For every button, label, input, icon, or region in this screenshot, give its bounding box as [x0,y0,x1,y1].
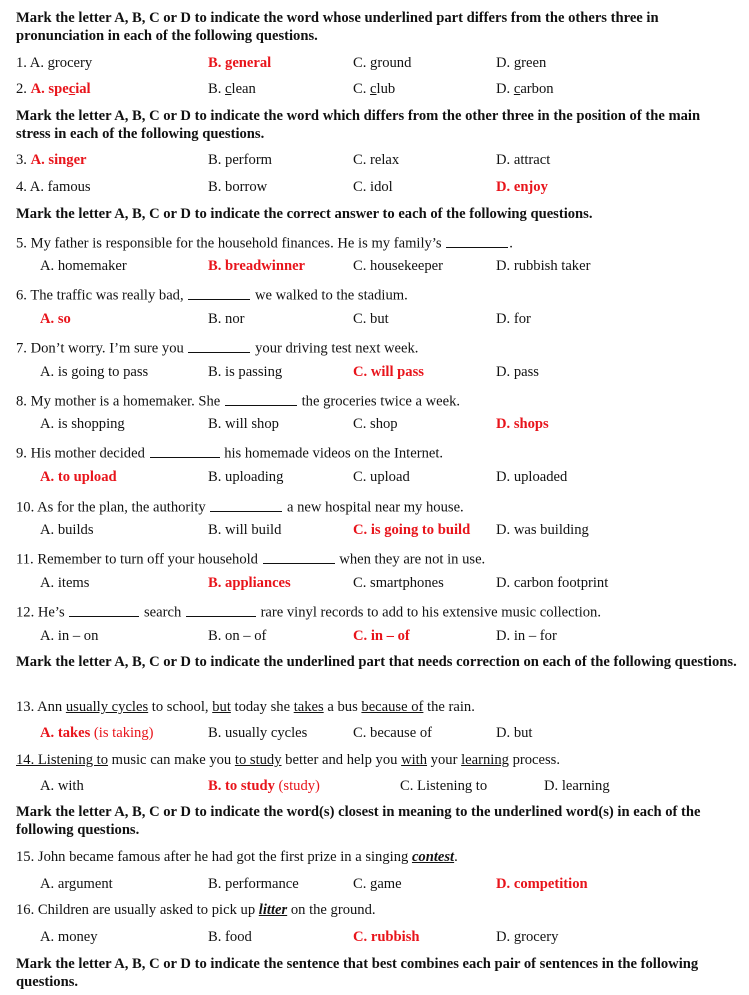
option-c-answer: C. will pass [353,364,424,380]
option-a: A. is shopping [40,416,125,432]
option-c-answer: C. is going to build [353,522,471,538]
question-6-stem: 6. The traffic was really bad, we walked to the stadium. [16,284,408,305]
option-c: C. ground [353,55,412,71]
target-word: litter [258,902,288,918]
option-b: B. perform [208,152,273,168]
question-15-stem: 15. John became famous after he had got the first prize in a singing contest. [16,849,458,865]
option-a-answer: A. special [30,81,91,97]
option-d: D. green [496,55,547,71]
question-13-stem: 13. Ann usually cycles to school, but today she takes a bus because of the rain. [16,699,475,715]
option-b-answer: B. breadwinner [208,258,306,274]
section-header-correct-answer: Mark the letter A, B, C or D to indicate the correct answer to each of the following questions. [16,206,593,222]
option-d: D. but [496,725,533,741]
option-c: C. game [353,876,402,892]
section-header-pronunciation: Mark the letter A, B, C or D to indicate the word whose underlined part differs from the others three in pronunciation in each of the following questions. [16,10,659,44]
option-a: A. famous [29,179,91,195]
option-c-answer: C. in – of [353,628,410,644]
option-b: B. will shop [208,416,279,432]
option-b: B. borrow [208,179,268,195]
option-c: C. upload [353,469,410,485]
section-header-synonyms: Mark the letter A, B, C or D to indicate the word(s) closest in meaning to the underlined word(s) in each of the following questions. [16,804,701,838]
question-12-stem: 12. He’s search rare vinyl records to add to his extensive music collection. [16,601,601,622]
option-d: D. pass [496,364,539,380]
option-c: C. housekeeper [353,258,443,274]
question-1 [16,55,92,72]
option-d: D. learning [544,778,610,794]
section-header-error-correction: Mark the letter A, B, C or D to indicate the underlined part that needs correction on each of the following questions. [16,654,737,670]
option-a: A. money [40,929,98,945]
option-b: B. usually cycles [208,725,308,741]
section-header-stress: Mark the letter A, B, C or D to indicate the word which differs from the other three in the position of the main stress in each of the following questions. [16,108,701,142]
question-7-stem: 7. Don’t worry. I’m sure you your driving test next week. [16,337,418,358]
option-a: A. items [40,575,90,591]
option-b: B. is passing [208,364,283,380]
section-header-sentence-combination: Mark the letter A, B, C or D to indicate the sentence that best combines each pair of sentences in the following questions. [16,956,699,990]
option-d: D. grocery [496,929,559,945]
question-5-stem: 5. My father is responsible for the household finances. He is my family’s . [16,232,513,253]
question-11-stem: 11. Remember to turn off your household when they are not in use. [16,548,485,569]
question-2: 2. A. special [16,81,91,97]
question-4: 4. A. famous [16,179,91,195]
option-b: B. nor [208,311,245,327]
option-d: D. uploaded [496,469,568,485]
option-c: C. Listening to [400,778,488,794]
option-d: D. attract [496,152,551,168]
option-a-answer: A. to upload [40,469,117,485]
option-d-answer: D. enjoy [496,179,548,195]
option-d-answer: D. competition [496,876,588,892]
question-8-stem: 8. My mother is a homemaker. She the groceries twice a week. [16,390,460,411]
option-c: C. club [353,81,396,97]
option-d: D. rubbish taker [496,258,591,274]
option-c: C. idol [353,179,393,195]
question-14-stem: 14. Listening to music can make you to study better and help you with your learning process. [16,752,560,768]
option-a: A. argument [40,876,113,892]
option-b-answer: B. to study (study) [208,778,320,794]
target-word: contest [411,849,455,865]
option-b: B. on – of [208,628,267,644]
option-c: C. but [353,311,389,327]
option-a: 1. A. grocery [16,55,93,71]
option-b-answer: B. appliances [208,575,291,591]
option-a: A. is going to pass [40,364,149,380]
option-d-answer: D. shops [496,416,549,432]
option-b: B. food [208,929,252,945]
option-d: D. carbon footprint [496,575,609,591]
option-c: C. smartphones [353,575,444,591]
option-d: D. for [496,311,531,327]
option-d: D. carbon [496,81,554,97]
option-a: A. homemaker [40,258,127,274]
option-c-answer: C. rubbish [353,929,420,945]
option-a-answer: A. so [40,311,71,327]
option-a: A. with [40,778,84,794]
option-c: C. shop [353,416,398,432]
option-a-answer: A. takes (is taking) [40,725,154,741]
question-9-stem: 9. His mother decided his homemade videos on the Internet. [16,442,443,463]
option-a-answer: A. singer [30,152,87,168]
option-c: C. because of [353,725,433,741]
question-10-stem: 10. As for the plan, the authority a new hospital near my house. [16,496,464,517]
option-d: D. was building [496,522,589,538]
question-3: 3. A. singer [16,152,87,168]
option-a: A. in – on [40,628,99,644]
option-d: D. in – for [496,628,557,644]
option-a: A. builds [40,522,94,538]
question-16-stem: 16. Children are usually asked to pick up litter on the ground. [16,902,376,918]
option-b: B. performance [208,876,299,892]
option-b-answer: B. general [208,55,272,71]
option-b: B. uploading [208,469,284,485]
option-b: B. clean [208,81,256,97]
option-c: C. relax [353,152,400,168]
option-b: B. will build [208,522,282,538]
